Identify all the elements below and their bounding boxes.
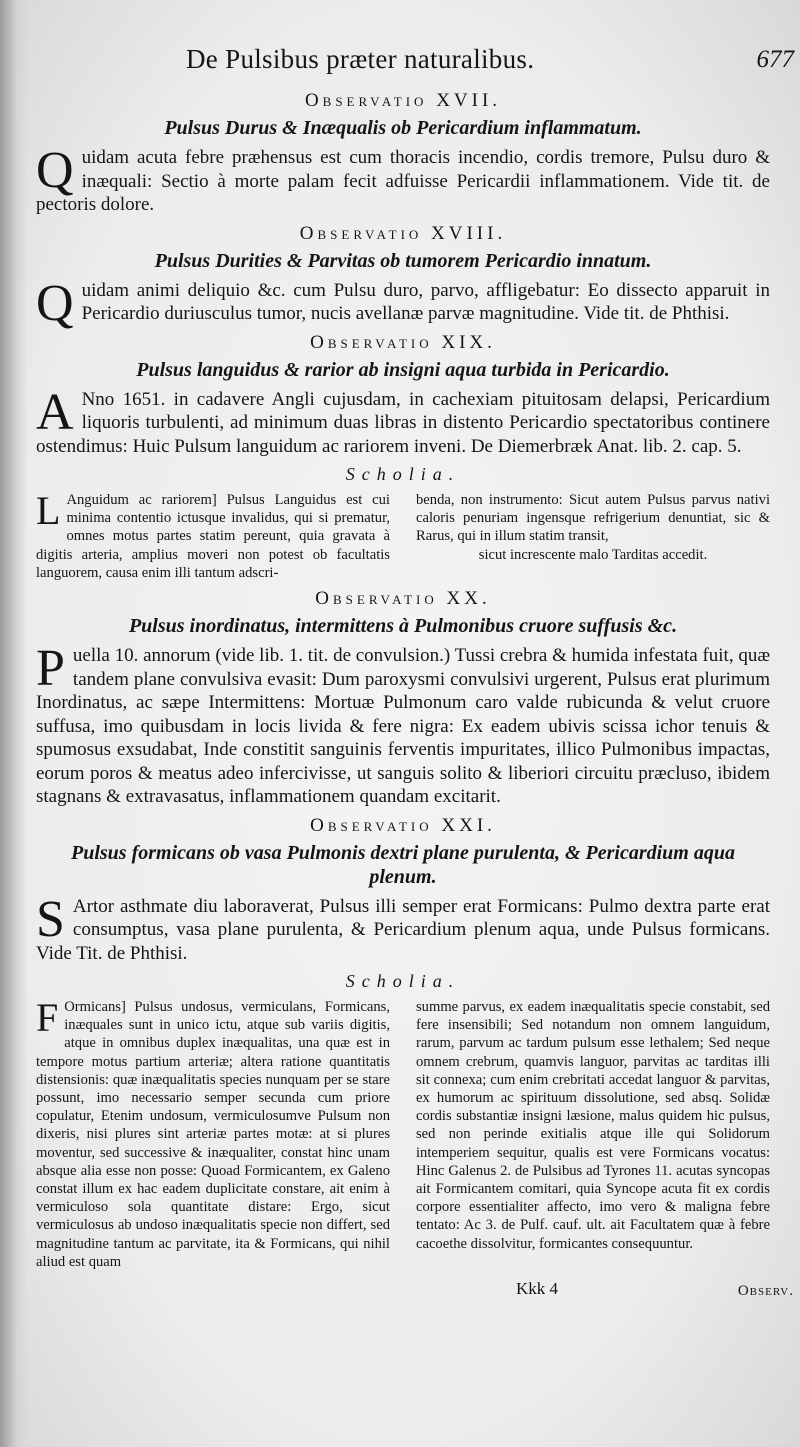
observation-19: [36, 332, 770, 583]
observation-heading: Observatio XVII.: [304, 90, 502, 111]
running-head: [36, 40, 794, 84]
observation-heading: Observatio XVIII.: [299, 222, 507, 244]
scholia-left-column: [36, 995, 390, 1271]
observation-body: Nno 1651. in cadavere Angli cujusdam, in cachexiam pituitosam delapsi, Pericardium liquoris turbulenti, ad minimum duas libras in distento Pericardio spectatoribus continere ostendimus: Huic Pulsum languidum ac rariorem inveni. De Diemerbræk Anat. lib. 2. cap. 5.: [36, 388, 770, 457]
observation-subtitle: Pulsus Durities & Parvitas ob tumorem Pericardio innatum.: [154, 249, 652, 272]
observation-subtitle: Pulsus Durus & Inæqualis ob Pericardium inflammatum.: [164, 117, 642, 139]
drop-cap: F: [36, 995, 59, 1041]
scholia-left-body: Ormicans] Pulsus undosus, vermiculans, Formicans, inæquales sunt in unico ictu, atque sub variis digitis, atque in omnibus duplex inæqualitas, una quæ est in tempore motus partium arteriæ; altera ratione quantitatis distensionis: quæ inæqualitatis species nunquam per se stare possunt, imo necessario semper secunda cum priore copulatur, Etenim undosum, vermiculosumve Pulsum non dixeris, nisi plures sint arteriæ partes motæ: at si plures moventur, sed successive & inæqualiter, constat hinc unam absque alia esse non posse: Quoad Formicantem, ex Galeno constat illum ex hac eadem duplicitate constare, ait enim à vermiculoso sola quantitate distare: Ergo, sicut vermiculosus ab undoso inæqualitatis specie non differt, sed magnitudine tantum ac parvitate, ita & Formicans, qui nihil aliud est quam: [36, 999, 390, 1270]
observation-subtitle: Pulsus languidus & rarior ab insigni aqua turbida in Pericardio.: [136, 358, 670, 381]
scholia-right-column: [416, 491, 770, 582]
observation-body: uidam animi deliquio &c. cum Pulsu duro, parvo, affligebatur: Eo dissecto apparuit in Pericardio duriusculus tumor, nucis avellanæ parvæ magnitudine. Vide tit. de Phthisi.: [81, 279, 770, 324]
observation-body: uella 10. annorum (vide lib. 1. tit. de convulsion.) Tussi crebra & humida infestata fuit, quæ tandem plane convulsiva evasit: Dum paroxysmi convulsivi urgerent, Pulsus erat plurimum Inordinatus, ac sæpe Intermittens: Mortuæ Pulmonum caro valde rubicunda & velut cruore suffusa, imo quibusdam in locis livida & fere nigra: Ex eadem ubivis scissa ichor tenuis & spumosus exsudabat, Inde constitit sanguinis ferventis impuritates, illico Pulmonibus impactas, eorum poros & meatus adeo infercivisse, ut sanguis solito & liberiori circuitu præcluso, ibidem stagnans & extravasatus, inflammationem quandam excitarit.: [36, 645, 771, 808]
scholia-right-text: summe parvus, ex eadem inæqualitatis specie constabit, sed fere insensibili; Sed notandum non omnem languidum, rarum, parvum ac tardum pulsum esse lethalem; Sed neque omnem crebrum, quamvis languor, parvitas ac tarditas illi sit connexa; cum enim crebritati accedat languor & parvitas, ex humorum ac spirituum dissolutione, sed absq. Solidæ cordis substantiæ insigni læsione, malus quidem hic pulsus, sed non perinde exitialis atque ille qui Solidorum intemperiem sequitur, qualis est vere Formicans vocatus: Hinc Galenus 2. de Pulsibus ad Tyrones 11. acutas syncopas ait Formicantem comitari, quia Syncope acuta fit ex cordis corpore essentialiter affecto, imo vero & maligna febre tentato: Ac 3. de Pulf. cauf. ult. ait Facultatem quæ à febre cacoethe dissolvitur, formicantes consequuntur.: [416, 999, 770, 1252]
observation-text: [36, 890, 770, 966]
observation-subtitle: Pulsus formicans ob vasa Pulmonis dextri plane purulenta, & Pericardium aqua plenum.: [71, 841, 735, 888]
drop-cap: Q: [36, 142, 74, 199]
page-content: [36, 40, 794, 1317]
catchword: Observ.: [737, 1283, 794, 1300]
observation-subtitle: Pulsus inordinatus, intermittens à Pulmonibus cruore suffusis &c.: [128, 615, 678, 638]
observation-body: Artor asthmate diu laboraverat, Pulsus illi semper erat Formicans: Pulmo dextra parte erat consumptus, vasa plane purulenta, & Pericardium plenum aqua, unde Pulsus formicans. Vide Tit. de Phthisi.: [36, 895, 770, 964]
observation-text: [36, 274, 770, 332]
observation-text: [36, 142, 770, 217]
drop-cap: S: [36, 890, 65, 948]
scholia-heading: Scholia.: [345, 464, 461, 484]
observation-20: [36, 588, 770, 809]
scholia-columns: [36, 488, 770, 582]
scholia-heading: Scholia.: [345, 971, 461, 992]
drop-cap: L: [36, 488, 61, 533]
observation-body: uidam acuta febre præhensus est cum thoracis incendio, cordis tremore, Pulsu duro & inæquali: Sectio à morte palam fecit adfuisse Pericardii inflammationem. Vide tit. de pectoris dolore.: [36, 147, 770, 215]
scholia-left-text: [36, 995, 390, 1271]
observation-text: [36, 640, 771, 809]
scholia-left-body: Anguidum ac rariorem] Pulsus Languidus est cui minima contentio ictusque invalidus, qui si prematur, omnes motus partes statim pereunt, quia gravata à digitis arteria, amplius moveri non potest ob facultatis languorem, causa enim illi tantum adscri-: [36, 492, 390, 581]
page-footer: [36, 1277, 794, 1317]
scholia-right-column: [416, 998, 770, 1271]
scholia-columns: [36, 995, 770, 1271]
observation-heading: Observatio XXI.: [310, 814, 496, 836]
page-gutter-shadow: [0, 0, 28, 1447]
drop-cap: P: [36, 640, 65, 698]
observation-18: [36, 222, 770, 332]
observation-21: [36, 815, 770, 1272]
page-number: 677: [756, 46, 794, 73]
scholia-right-tail: sicut increscente malo Tarditas accedit.: [478, 546, 708, 563]
observation-heading: Observatio XIX.: [310, 331, 496, 353]
scholia-left-text: [36, 488, 390, 582]
drop-cap: A: [36, 383, 74, 441]
observation-heading: Observatio XX.: [315, 588, 491, 610]
drop-cap: Q: [36, 274, 74, 332]
running-title: De Pulsibus præter naturalibus.: [186, 44, 535, 74]
observation-text: [36, 383, 770, 459]
signature-mark: Kkk 4: [516, 1279, 559, 1299]
scholia-right-text: benda, non instrumento: Sicut autem Pulsus parvus nativi caloris penuriam ingensque refrigerium denuntiat, sic & Rarus, qui in illum statim transit,: [416, 492, 770, 545]
scholia-left-column: [36, 488, 390, 582]
observation-17: [36, 90, 770, 217]
